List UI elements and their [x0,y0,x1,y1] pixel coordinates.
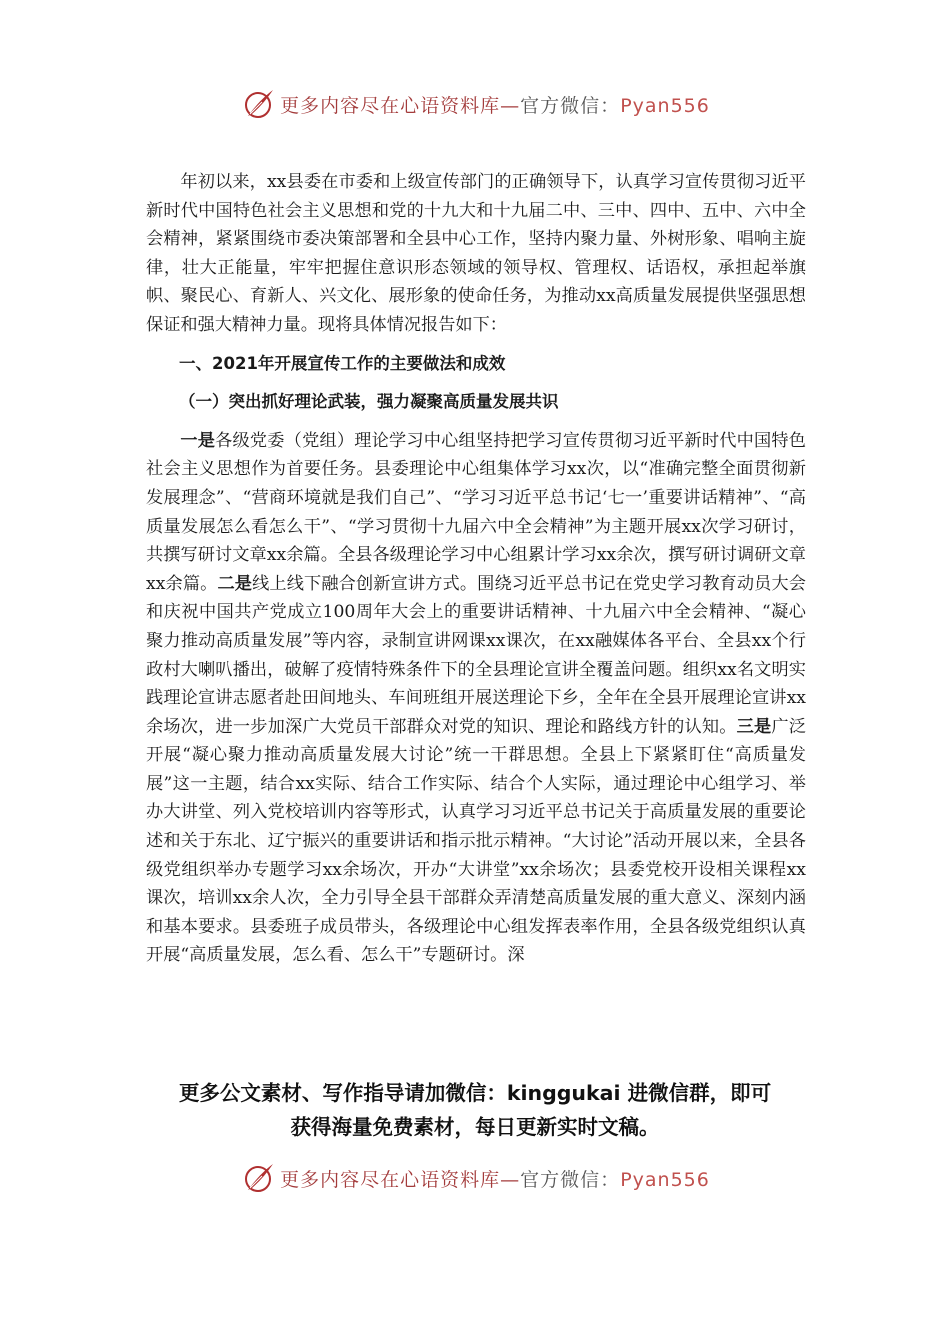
promo-line-2: 获得海量免费素材，每日更新实时文稿。 [290,1115,660,1139]
point-two-lead: 二是 [217,573,253,594]
banner-text [280,1165,710,1192]
promo-line-1: 更多公文素材、写作指导请加微信：kinggukai 进微信群，即可 [178,1081,772,1105]
section-heading: 一、2021年开展宣传工作的主要做法和成效 [179,353,506,373]
footer-watermark-banner [0,1158,950,1198]
banner-text [280,91,710,118]
point-two-text: 线上线下融合创新宣讲方式。围绕习近平总书记在党史学习教育动员大会和庆祝中国共产党成立100周年大会上的重要讲话精神、十九届六中全会精神、“凝心聚力推动高质量发展”等内容，录制宣讲网课xx课次，在xx融媒体各平台、全县xx个行政村大喇叭播出，破解了疫情特殊条件下的全县理论宣讲全覆盖问题。组织xx名文明实践理论宣讲志愿者赴田间地头、车间班组开展送理论下乡，全年在全县开展理论宣讲xx余场次，进一步加深广大党员干部群众对党的知识、理论和路线方针的认知。 [146,573,806,737]
point-one-lead: 一是 [180,430,216,451]
point-three-lead: 三是 [736,716,772,737]
header-watermark-banner [0,84,950,124]
banner-dash: — [500,1168,521,1191]
point-three-text: 广泛开展“凝心聚力推动高质量发展大讨论”统一干群思想。全县上下紧紧盯住“高质量发展”这一主题，结合xx实际、结合工作实际、结合个人实际，通过理论中心组学习、举办大讲堂、列入党校培训内容等形式，认真学习习近平总书记关于高质量发展的重要论述和关于东北、辽宁振兴的重要讲话和指示批示精神。“大讨论”活动开展以来，全县各级党组织举办专题学习xx余场次，开办“大讲堂”xx余场次；县委党校开设相关课程xx课次，培训xx余人次，全力引导全县干部群众弄清楚高质量发展的重大意义、深刻内涵和基本要求。县委班子成员带头，各级理论中心组发挥表率作用，全县各级党组织认真开展“高质量发展，怎么看、怎么干”专题研讨。深 [146,716,806,966]
intro-paragraph: 年初以来，xx县委在市委和上级宣传部门的正确领导下，认真学习宣传贯彻习近平新时代中国特色社会主义思想和党的十九大和十九届二中、三中、四中、五中、六中全会精神，紧紧围绕市委决策部署和全县中心工作，坚持内聚力量、外树形象、唱响主旋律，壮大正能量，牢牢把握住意识形态领域的领导权、管理权、话语权，承担起举旗帜、聚民心、育新人、兴文化、展形象的使命任务，为推动xx高质量发展提供坚强思想保证和强大精神力量。现将具体情况报告如下： [146,172,806,335]
banner-site: 更多内容尽在心语资料库 [280,94,501,117]
banner-account: Pyan556 [620,1168,710,1191]
document-body [146,168,806,970]
feather-pen-logo-icon [240,1160,276,1196]
banner-dash: — [500,94,521,117]
banner-site: 更多内容尽在心语资料库 [280,1168,501,1191]
banner-account: Pyan556 [620,94,710,117]
point-one-text: 各级党委（党组）理论学习中心组坚持把学习宣传贯彻习近平新时代中国特色社会主义思想作为首要任务。县委理论中心组集体学习xx次，以“准确完整全面贯彻新发展理念”、“营商环境就是我们自己”、“学习习近平总书记‘七一’重要讲话精神”、“高质量发展怎么看怎么干”、“学习贯彻十九届六中全会精神”为主题开展xx次学习研讨，共撰写研讨文章xx余篇。全县各级理论学习中心组累计学习xx余次，撰写研讨调研文章xx余篇。 [146,430,806,594]
subsection-heading: （一）突出抓好理论武装，强力凝聚高质量发展共识 [179,392,559,412]
promo-notice [0,1076,950,1144]
banner-wechat-label: 官方微信： [520,1168,621,1191]
banner-wechat-label: 官方微信： [520,94,621,117]
body-paragraph [146,427,806,970]
feather-pen-logo-icon [240,86,276,122]
